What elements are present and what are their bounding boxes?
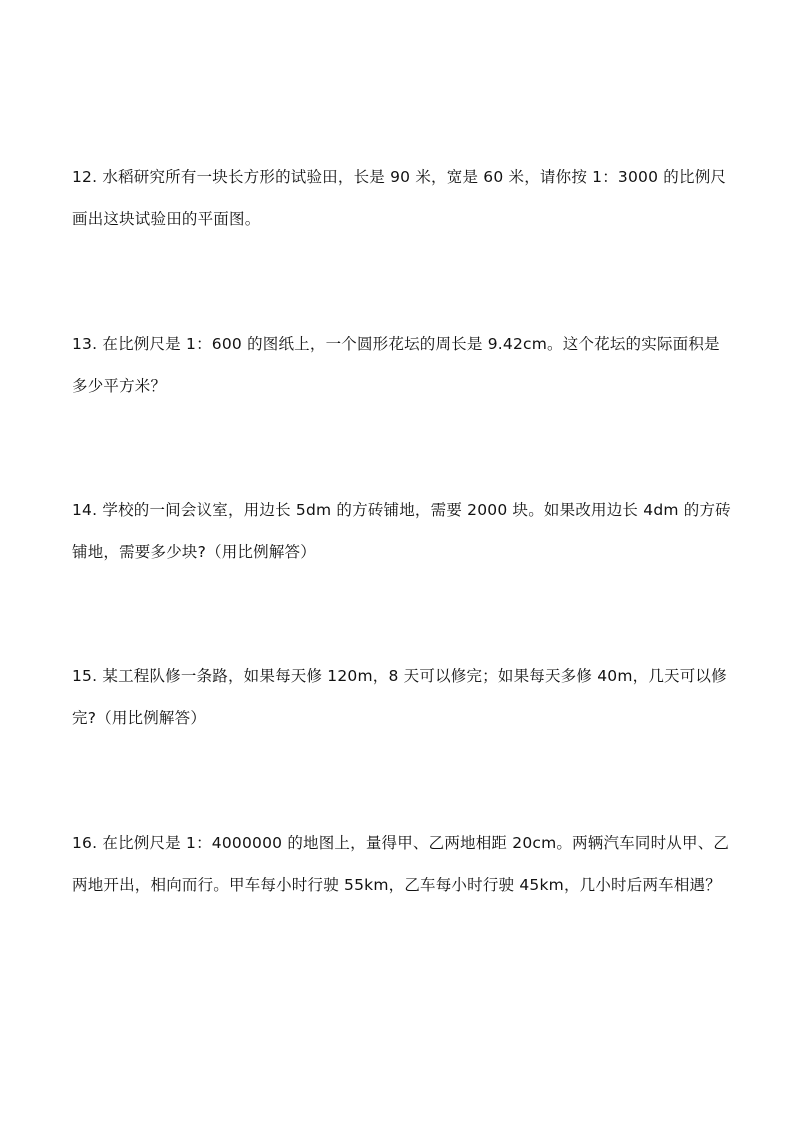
question-16-line-2: 两地开出，相向而行。甲车每小时行驶 55km，乙车每小时行驶 45km，几小时后两车相遇？: [72, 876, 721, 894]
question-14-line-1: 14. 学校的一间会议室，用边长 5dm 的方砖铺地，需要 2000 块。如果改用边长 4dm 的方砖: [72, 501, 731, 519]
question-13-line-2: 多少平方米？: [72, 377, 167, 395]
question-12-line-2: 画出这块试验田的平面图。: [72, 210, 261, 228]
question-12: [72, 166, 732, 230]
question-12-line-1: 12. 水稻研究所有一块长方形的试验田，长是 90 米，宽是 60 米，请你按 1：3000 的比例尺: [72, 168, 727, 186]
question-14-line-2: 铺地，需要多少块?（用比例解答）: [72, 543, 316, 561]
question-16-line-1: 16. 在比例尺是 1：4000000 的地图上，量得甲、乙两地相距 20cm。两辆汽车同时从甲、乙: [72, 834, 730, 852]
question-15-line-1: 15. 某工程队修一条路，如果每天修 120m，8 天可以修完；如果每天多修 40m，几天可以修: [72, 667, 727, 685]
question-14: [72, 499, 732, 563]
question-13-line-1: 13. 在比例尺是 1：600 的图纸上，一个圆形花坛的周长是 9.42cm。这个花坛的实际面积是: [72, 335, 720, 353]
question-16: [72, 832, 732, 896]
question-15-line-2: 完?（用比例解答）: [72, 709, 207, 727]
question-13: [72, 333, 732, 397]
question-15: [72, 665, 732, 729]
